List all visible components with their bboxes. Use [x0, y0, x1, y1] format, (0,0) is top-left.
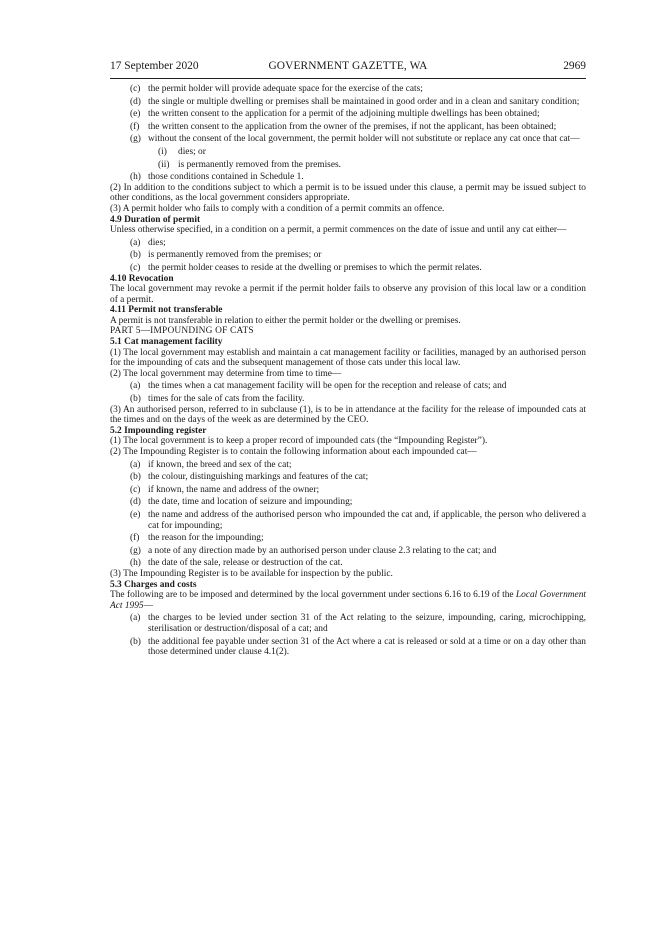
- header-page-number: 2969: [563, 60, 586, 72]
- list-item: [110, 558, 586, 569]
- item-text: is permanently removed from the premises.: [178, 159, 341, 170]
- item-label: (h): [130, 558, 141, 569]
- list-item: [110, 238, 586, 249]
- item-label: (e): [130, 109, 141, 120]
- header-date: 17 September 2020: [110, 60, 199, 72]
- item-text: the single or multiple dwelling or premises shall be maintained in good order and in a clean and sanitary condition;: [148, 96, 580, 107]
- list-item: [110, 97, 586, 108]
- item-text: the times when a cat management facility will be open for the reception and release of cats; and: [148, 381, 507, 392]
- document-body: [110, 82, 586, 658]
- intro-text: The following are to be imposed and determined by the local government under sections 6.16 to 6.19 of the: [110, 590, 516, 601]
- paragraph: (3) The Impounding Register is to be available for inspection by the public.: [110, 568, 393, 579]
- item-label: (a): [130, 459, 141, 470]
- act-title: Local Government Act 1995: [110, 590, 586, 611]
- list-item: [110, 250, 586, 261]
- item-text: those conditions contained in Schedule 1.: [148, 172, 304, 183]
- item-label: (f): [130, 121, 140, 132]
- item-label: (g): [130, 134, 141, 145]
- section-heading: 5.2 Impounding register: [110, 425, 207, 436]
- item-text: the additional fee payable under section 31 of the Act where a cat is released or sold at a time or on a day other than those determined under clause 4.1(2).: [148, 636, 586, 658]
- sub-list-item: [110, 147, 586, 158]
- item-label: (c): [130, 484, 141, 495]
- list-item: [110, 510, 586, 531]
- item-text: times for the sale of cats from the facility.: [148, 394, 305, 405]
- section-heading: 5.1 Cat management facility: [110, 337, 223, 348]
- paragraph: (2) The Impounding Register is to contain the following information about each impounded cat—: [110, 447, 477, 457]
- item-text: the reason for the impounding;: [148, 533, 264, 544]
- item-label: (a): [130, 613, 141, 624]
- list-item: [110, 497, 586, 508]
- list-item: [110, 485, 586, 496]
- item-text: without the consent of the local government, the permit holder will not substitute or replace any cat once that cat—: [148, 134, 580, 145]
- paragraph: A permit is not transferable in relation to either the permit holder or the dwelling or premises.: [110, 315, 461, 326]
- list-item: [110, 533, 586, 544]
- item-text: the colour, distinguishing markings and features of the cat;: [148, 472, 369, 483]
- list-item: [110, 381, 586, 392]
- intro-dash: —: [143, 600, 153, 611]
- item-label: (f): [130, 533, 140, 544]
- item-text: is permanently removed from the premises; or: [148, 250, 322, 261]
- item-label: (b): [130, 394, 141, 405]
- item-text: dies; or: [178, 146, 206, 157]
- item-label: (b): [130, 250, 141, 261]
- item-text: the date of the sale, release or destruction of the cat.: [148, 558, 343, 569]
- list-item: [110, 84, 586, 95]
- section-heading: 5.3 Charges and costs: [110, 579, 197, 590]
- list-item: [110, 394, 586, 405]
- header-title: GOVERNMENT GAZETTE, WA: [268, 60, 428, 72]
- paragraph: (1) The local government is to keep a proper record of impounded cats (the “Impounding Register”).: [110, 436, 488, 447]
- list-item: [110, 172, 586, 183]
- section-heading: 4.9 Duration of permit: [110, 214, 201, 225]
- list-item: [110, 263, 586, 274]
- item-text: the permit holder will provide adequate space for the exercise of the cats;: [148, 84, 423, 94]
- list-item: [110, 109, 586, 120]
- item-label: (d): [130, 96, 141, 107]
- list-item: [110, 637, 586, 658]
- list-item: [110, 546, 586, 557]
- item-label: (d): [130, 497, 141, 508]
- list-item: [110, 472, 586, 483]
- item-label: (b): [130, 636, 141, 647]
- page-header: [110, 60, 586, 78]
- paragraph: (3) A permit holder who fails to comply with a condition of a permit commits an offence.: [110, 203, 445, 214]
- part-heading: PART 5—IMPOUNDING OF CATS: [110, 326, 254, 337]
- section-heading: 4.11 Permit not transferable: [110, 305, 223, 316]
- item-text: the written consent to the application for a permit of the adjoining multiple dwellings has been obtained;: [148, 109, 540, 120]
- paragraph: (1) The local government may establish and maintain a cat management facility or facilities, managed by an authorised person for the impounding of cats and the subsequent management of those cats under this local law.: [110, 347, 586, 369]
- item-text: the written consent to the application from the owner of the premises, if not the applicant, has been obtained;: [148, 121, 557, 132]
- list-item: [110, 134, 586, 145]
- item-label: (g): [130, 545, 141, 556]
- item-label: (c): [130, 84, 141, 94]
- paragraph: (2) In addition to the conditions subject to which a permit is to be issued under this clause, a permit may be issued subject to other conditions, as the local government considers appropriate.: [110, 182, 586, 204]
- item-text: if known, the breed and sex of the cat;: [148, 459, 292, 470]
- item-text: dies;: [148, 237, 166, 248]
- item-text: the charges to be levied under section 31 of the Act relating to the seizure, impounding, caring, microchipping, sterilisation or destruction/disposal of a cat; and: [148, 613, 586, 634]
- list-item: [110, 122, 586, 133]
- list-item: [110, 613, 586, 634]
- list-item: [110, 460, 586, 471]
- item-label: (c): [130, 262, 141, 273]
- item-text: if known, the name and address of the owner;: [148, 484, 320, 495]
- item-label: (h): [130, 172, 141, 183]
- item-text: the name and address of the authorised person who impounded the cat and, if applicable, the person who delivered a cat for impounding;: [148, 509, 586, 531]
- section-heading: 4.10 Revocation: [110, 273, 174, 284]
- item-label: (i): [158, 146, 167, 157]
- paragraph: Unless otherwise specified, in a condition on a permit, a permit commences on the date of issue and until any cat either—: [110, 225, 567, 236]
- paragraph: (3) An authorised person, referred to in subclause (1), is to be in attendance at the facility for the release of impounded cats at the times and on the days of the week as are determined by the CEO.: [110, 404, 586, 426]
- item-text: the permit holder ceases to reside at the dwelling or premises to which the permit relates.: [148, 262, 482, 273]
- item-text: the date, time and location of seizure and impounding;: [148, 497, 353, 508]
- paragraph: The local government may revoke a permit if the permit holder fails to observe any provision of this local law or a condition of a permit.: [110, 284, 586, 305]
- header-rule: [110, 78, 586, 79]
- item-label: (ii): [158, 159, 170, 170]
- item-label: (a): [130, 381, 141, 392]
- paragraph: (2) The local government may determine from time to time—: [110, 368, 342, 379]
- paragraph: [110, 590, 586, 611]
- item-label: (a): [130, 237, 141, 248]
- item-label: (b): [130, 472, 141, 483]
- item-text: a note of any direction made by an authorised person under clause 2.3 relating to the cat; and: [148, 545, 497, 556]
- item-label: (e): [130, 509, 141, 520]
- sub-list-item: [110, 160, 586, 171]
